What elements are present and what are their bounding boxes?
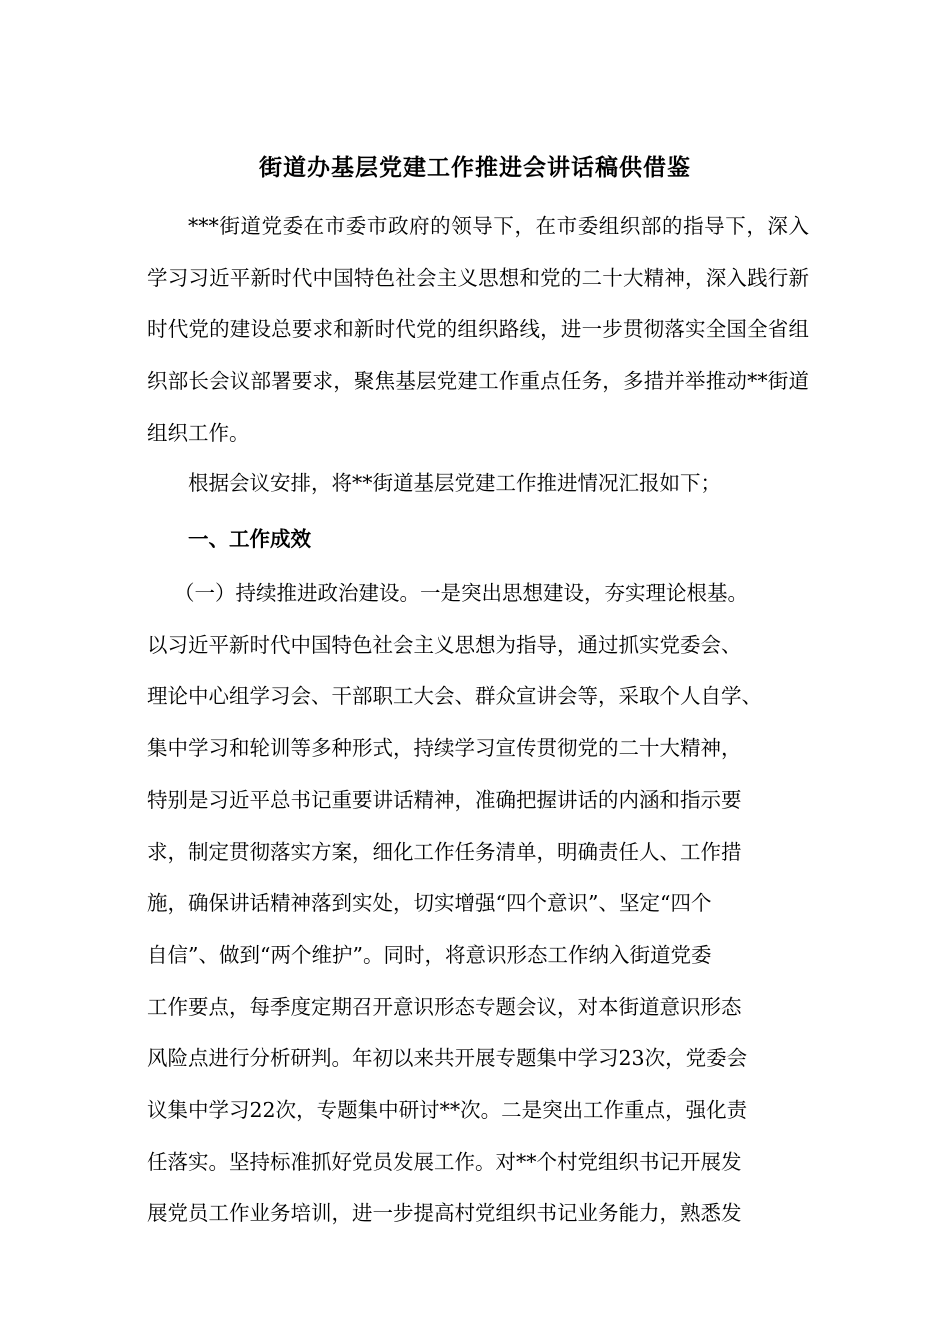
text-line: 自信”、做到“两个维护”。同时，将意识形态工作纳入街道党委 <box>147 942 712 967</box>
text-line: 工作要点，每季度定期召开意识形态专题会议，对本街道意识形态 <box>147 994 742 1019</box>
text-line: 以习近平新时代中国特色社会主义思想为指导，通过抓实党委会、 <box>147 632 742 657</box>
paragraph-arrangement: 根据会议安排，将**街道基层党建工作推进情况汇报如下； <box>188 471 721 495</box>
text-line: 特别是习近平总书记重要讲话精神，准确把握讲话的内涵和指示要 <box>147 787 742 812</box>
text-line: 求，制定贯彻落实方案，细化工作任务清单，明确责任人、工作措 <box>147 839 742 864</box>
text-line: （一）持续推进政治建设。一是突出思想建设，夯实理论根基。 <box>174 581 748 605</box>
section-heading-work-results: 一、工作成效 <box>188 527 311 551</box>
paragraph-political-building <box>147 568 809 1240</box>
text-line: 施，确保讲话精神落到实处，切实增强“四个意识”、坚定“四个 <box>147 891 712 916</box>
text-line: 任落实。坚持标准抓好党员发展工作。对**个村党组织书记开展发 <box>147 1149 742 1174</box>
text-line: 风险点进行分析研判。年初以来共开展专题集中学习23次，党委会 <box>147 1046 748 1071</box>
text-line: 议集中学习22次，专题集中研讨**次。二是突出工作重点，强化责 <box>147 1098 748 1123</box>
paragraph-intro: ***街道党委在市委市政府的领导下，在市委组织部的指导下，深入学习习近平新时代中国特色社会主义思想和党的二十大精神，深入践行新时代党的建设总要求和新时代党的组织路线，进一步贯彻落实全国全省组织部长会议部署要求，聚焦基层党建工作重点任务，多措并举推动**街道组织工作。 <box>147 214 809 445</box>
text-line: 展党员工作业务培训，进一步提高村党组织书记业务能力，熟悉发 <box>147 1201 742 1226</box>
text-line: 理论中心组学习会、干部职工大会、群众宣讲会等，采取个人自学、 <box>147 684 762 709</box>
document-title: 街道办基层党建工作推进会讲话稿供借鉴 <box>259 154 691 181</box>
text-line: 集中学习和轮训等多种形式，持续学习宣传贯彻党的二十大精神， <box>147 736 742 761</box>
